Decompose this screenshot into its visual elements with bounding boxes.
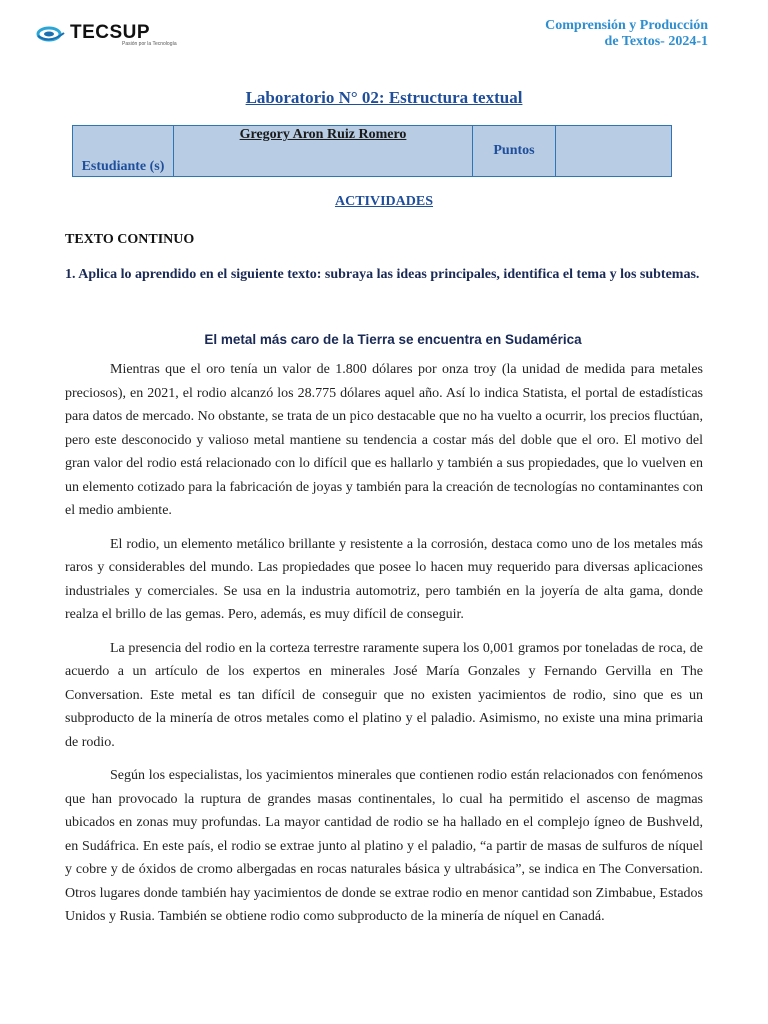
course-title-line1: Comprensión y Producción <box>545 18 708 33</box>
article-title: El metal más caro de la Tierra se encuentra en Sudamérica <box>204 332 582 347</box>
article-paragraph-1: Mientras que el oro tenía un valor de 1.800 dólares por onza troy (la unidad de medida para metales preciosos), en 2021, el rodio alcanzó los 28.775 dólares aquel año. Así lo indica Statista, el portal de estadísticas para datos de mercado. No obstante, se trata de un pico destacable que no ha vuelto a ocurrir, los precios fluctúan, pero este desconocido y valioso metal mantiene su tendencia a costar más del doble que el oro. El motivo del gran valor del rodio está relacionado con lo difícil que es hallarlo y también a sus propiedades, que lo vuelven en un elemento cotizado para la fabricación de joyas y también para la creación de tecnologías no contaminantes con el medio ambiente. <box>65 362 703 518</box>
article-paragraph-3: La presencia del rodio en la corteza terrestre raramente supera los 0,001 gramos por toneladas de roca, de acuerdo a un artículo de los expertos en minerales José María Gonzales y Fernando Gervilla en The Conversation. Este metal es tan difícil de conseguir que no existen yacimientos de rodio, sino que es un subproducto de la minería de otros metales como el platino y el paladio. Asimismo, no existe una mina primaria de rodio. <box>65 640 703 750</box>
logo-swirl-icon <box>36 24 70 44</box>
points-value-cell <box>556 126 672 177</box>
question-1: 1. Aplica lo aprendido en el siguiente texto: subraya las ideas principales, identifica el tema y los subtemas. <box>65 267 700 282</box>
logo-tagline: Pasión por la Tecnología <box>122 41 177 47</box>
lab-title: Laboratorio N° 02: Estructura textual <box>245 88 523 107</box>
section-heading: TEXTO CONTINUO <box>65 232 195 247</box>
student-name-cell <box>174 126 473 177</box>
course-title <box>545 18 708 50</box>
article-paragraph-2: El rodio, un elemento metálico brillante y resistente a la corrosión, destaca como uno de los metales más raros y considerables del mundo. Las propiedades que posee lo hacen muy requerido para diversas aplicaciones industriales y comerciales. Se usa en la industria automotriz, pero también en la joyería de alta gama, donde realza el brillo de las gemas. Pero, además, es muy difícil de conseguir. <box>65 536 703 622</box>
student-name: Gregory Aron Ruiz Romero <box>239 127 407 142</box>
page-header <box>0 0 768 60</box>
logo-text: TECSUP <box>70 22 151 43</box>
tecsup-logo <box>36 22 186 48</box>
activities-heading: ACTIVIDADES <box>334 194 434 209</box>
article-paragraph-4: Según los especialistas, los yacimientos minerales que contienen rodio están relacionados con fenómenos que han provocado la ruptura de grandes masas continentales, lo cual ha permitido el ascenso de magmas ubicados en zonas muy profundas. La mayor cantidad de rodio se ha hallado en el complejo ígneo de Bushveld, en Sudáfrica. En este país, el rodio se extrae junto al platino y el paladio, “a partir de masas de sulfuros de níquel y cobre y de óxidos de cromo albergadas en rocas naturales básica y ultrabásica”, se indica en The Conversation. Otros lugares donde también hay yacimientos de donde se extrae rodio en menor cantidad son Zimbabue, Estados Unidos y Rusia. También se obtiene rodio como subproducto de la minería de níquel en Canadá. <box>65 768 703 924</box>
student-label-cell: Estudiante (s) <box>73 126 174 177</box>
points-label-cell: Puntos <box>473 126 556 177</box>
student-info-table <box>72 125 672 177</box>
course-title-line2: de Textos- 2024-1 <box>604 34 708 49</box>
article-body <box>65 358 703 939</box>
